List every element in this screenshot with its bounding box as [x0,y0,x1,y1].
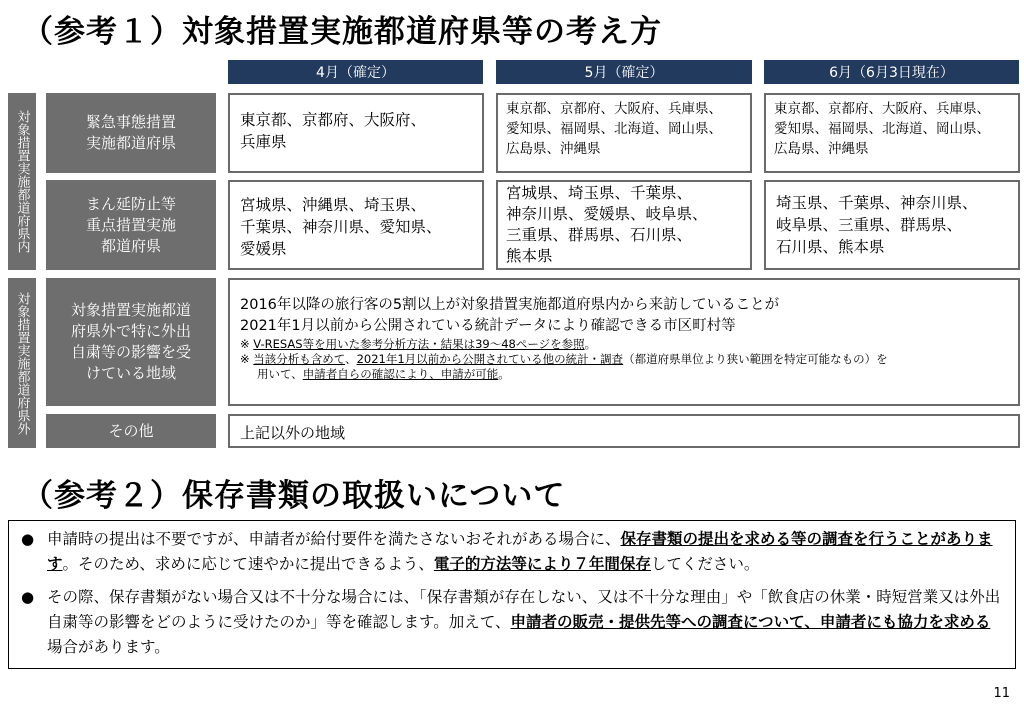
cell-outside-description [228,278,1020,406]
outside-line-1: 2016年以降の旅行客の5割以上が対象措置実施都道府県内から来訪していることが [240,297,780,313]
row-header-priority: まん延防止等 重点措置実施 都道府県 [46,180,216,270]
cell-emergency-april-text: 東京都、京都府、大阪府、 兵庫県 [240,111,427,151]
note-2-underlined-1: 当該分析も含めて [253,352,346,366]
storage-documents-box [8,520,1016,669]
outside-note-1 [230,337,1018,352]
cell-priority-may-text: 宮城県、埼玉県、千葉県、 神奈川県、愛媛県、岐阜県、 三重県、群馬県、石川県、 熊本県 [506,184,708,265]
note-2-end: （都道府県単位より狭い範囲を特定可能なもの）を [623,352,888,366]
cell-emergency-may [496,93,752,173]
bullet-item-2 [21,585,1005,660]
cell-priority-may [496,180,752,270]
side-label-inside [8,93,36,270]
note-3-underlined: 申請者自らの確認により、申請が可能 [302,367,499,381]
note-1-end: 。 [584,337,597,351]
bullet-item-1 [21,527,1005,577]
bullet-1-bold-3: 電子的方法等により７年間保存 [433,555,651,573]
column-header-may: 5月（確定） [496,60,752,84]
note-mark: ※ [240,352,254,366]
cell-emergency-april [228,93,484,173]
cell-other [228,414,1020,448]
note-mark: ※ [240,337,254,351]
side-label-inside-text: 対象措置実施都道府県内 [14,110,30,253]
page-title-reference-1: （参考１）対象措置実施都道府県等の考え方 [22,14,662,50]
row-header-other: その他 [46,414,216,448]
row-header-outside: 対象措置実施都道 府県外で特に外出 自粛等の影響を受 けている地域 [46,278,216,406]
bullet-dot-icon: ● [21,530,35,548]
side-label-outside [8,278,36,448]
row-header-emergency: 緊急事態措置 実施都道府県 [46,93,216,173]
column-header-june: 6月（6月3日現在） [764,60,1019,84]
outside-note-3 [230,367,1018,382]
page-number: 11 [993,686,1010,701]
bullet-2-text-1: その際、保存書類がない場合又は不十分な場合には、「保存書類が存在しない、又は不十分な理由」や「飲食店の [47,588,830,606]
note-3-end: 。 [498,367,510,381]
cell-priority-april-text: 宮城県、沖縄県、埼玉県、 千葉県、神奈川県、愛知県、 愛媛県 [240,196,442,258]
bullet-2-text-3: 場合があります。 [47,638,170,656]
bullet-1-bold-1: 保存書類の提出を求める等の調査 [620,530,854,548]
note-2-underlined-2: 2021年1月以前から公開されている他の統計・調査 [356,352,624,366]
cell-other-text: 上記以外の地域 [240,424,346,442]
column-header-april: 4月（確定） [228,60,483,84]
section-title-reference-2: （参考２）保存書類の取扱いについて [22,478,566,514]
cell-priority-april [228,180,484,270]
bullet-1-text-1: 申請時の提出は不要ですが、申請者が給付要件を満たさないおそれがある場合に、 [47,530,621,548]
bullet-2-bold-1: 申請者の販売・提供先等 [510,613,681,631]
side-label-outside-text: 対象措置実施都道府県外 [14,291,30,435]
bullet-2-bold-2: への調査について、申請者にも協力を求める [680,613,991,631]
cell-emergency-june-text: 東京都、京都府、大阪府、兵庫県、 愛知県、福岡県、北海道、岡山県、 広島県、沖縄県 [774,101,990,157]
cell-emergency-june [764,93,1020,173]
bullet-1-text-3: してください。 [650,555,760,573]
cell-priority-june [764,180,1020,270]
cell-emergency-may-text: 東京都、京都府、大阪府、兵庫県、 愛知県、福岡県、北海道、岡山県、 広島県、沖縄県 [506,101,722,157]
outside-line-2: 2021年1月以前から公開されている統計データにより確認できる市区町村等 [240,318,736,334]
note-2-mid: 、 [345,352,357,366]
bullet-dot-icon: ● [21,588,35,606]
note-1-underlined: V-RESAS等を用いた参考分析方法・結果は39～48ページを参照 [253,337,585,351]
outside-note-2 [230,352,1018,367]
note-3-pre: 用いて、 [257,367,303,381]
bullet-1-bold-2: を行うことがあります [47,530,993,573]
bullet-2-text-2: 休業・時短営業又は外出自粛等の影響をどのように受けたのか」等を確認します。加えて、 [47,588,1001,631]
bullet-1-text-2: 。そのため、求めに応じて速やかに提出できるよう、 [62,555,434,573]
cell-priority-june-text: 埼玉県、千葉県、神奈川県、 岐阜県、三重県、群馬県、 石川県、熊本県 [776,194,978,256]
